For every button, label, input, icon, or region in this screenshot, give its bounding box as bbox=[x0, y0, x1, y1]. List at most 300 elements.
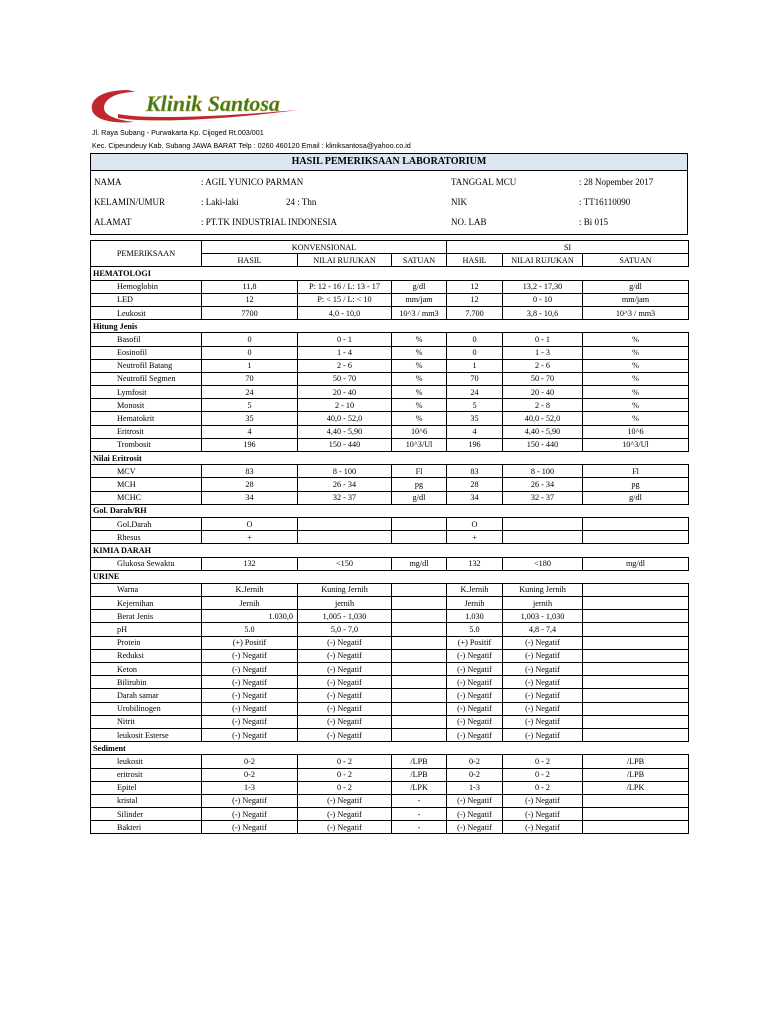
conv-unit-cell: mm/jam bbox=[392, 293, 447, 306]
table-row bbox=[91, 557, 689, 570]
conv-unit-cell bbox=[392, 689, 447, 702]
exam-name: Lymfosit bbox=[91, 386, 202, 399]
section-row bbox=[91, 452, 689, 465]
si-reference-cell: 1 - 3 bbox=[503, 346, 583, 359]
si-unit-cell: Fl bbox=[583, 465, 689, 478]
exam-name: Eritrosit bbox=[91, 425, 202, 438]
conv-result-cell: 11,8 bbox=[202, 280, 298, 293]
conv-reference-cell bbox=[298, 517, 392, 530]
si-result-cell: O bbox=[447, 517, 503, 530]
section-label: KIMIA DARAH bbox=[91, 544, 689, 557]
section-label: Gol. Darah/RH bbox=[91, 504, 689, 517]
si-unit-cell: /LPK bbox=[583, 781, 689, 794]
conv-result-cell: K.Jernih bbox=[202, 583, 298, 596]
conv-unit-cell: % bbox=[392, 412, 447, 425]
table-row bbox=[91, 821, 689, 834]
lab-number: : Bi 015 bbox=[579, 217, 609, 227]
si-result-cell: 0-2 bbox=[447, 768, 503, 781]
conv-reference-cell: (-) Negatif bbox=[298, 676, 392, 689]
conv-result-cell: (-) Negatif bbox=[202, 676, 298, 689]
conv-reference-cell: 4,0 - 10,0 bbox=[298, 306, 392, 319]
si-unit-cell bbox=[583, 689, 689, 702]
si-unit-cell: % bbox=[583, 346, 689, 359]
exam-name: Glukosa Sewaktu bbox=[91, 557, 202, 570]
conv-reference-cell: <150 bbox=[298, 557, 392, 570]
si-unit-cell bbox=[583, 636, 689, 649]
si-reference-cell: 1,003 - 1,030 bbox=[503, 610, 583, 623]
conv-result-cell: 12 bbox=[202, 293, 298, 306]
si-unit-cell: /LPB bbox=[583, 768, 689, 781]
si-result-cell: 12 bbox=[447, 293, 503, 306]
conv-unit-cell bbox=[392, 583, 447, 596]
conv-result-cell: 1 bbox=[202, 359, 298, 372]
conv-reference-cell: (-) Negatif bbox=[298, 689, 392, 702]
si-unit-cell bbox=[583, 663, 689, 676]
exam-name: Neutrofil Segmen bbox=[91, 372, 202, 385]
conv-result-cell: (-) Negatif bbox=[202, 794, 298, 807]
si-result-cell: (-) Negatif bbox=[447, 689, 503, 702]
si-reference-cell: (-) Negatif bbox=[503, 649, 583, 662]
conv-result-cell: + bbox=[202, 531, 298, 544]
conv-unit-cell: % bbox=[392, 399, 447, 412]
si-unit-cell bbox=[583, 597, 689, 610]
conv-reference-cell: 1 - 4 bbox=[298, 346, 392, 359]
conv-reference-cell: 20 - 40 bbox=[298, 386, 392, 399]
si-reference-cell: (-) Negatif bbox=[503, 715, 583, 728]
conv-unit-cell bbox=[392, 597, 447, 610]
exam-name: Basofil bbox=[91, 333, 202, 346]
conv-unit-cell: - bbox=[392, 794, 447, 807]
name-label: NAMA bbox=[94, 177, 122, 187]
exam-name: Protein bbox=[91, 636, 202, 649]
conv-result-cell: Jernih bbox=[202, 597, 298, 610]
conv-result-cell: 7700 bbox=[202, 306, 298, 319]
si-unit-cell: g/dl bbox=[583, 280, 689, 293]
clinic-logo bbox=[88, 86, 318, 126]
patient-address: : PT.TK INDUSTRIAL INDONESIA bbox=[201, 217, 337, 227]
si-reference-cell: 0 - 2 bbox=[503, 755, 583, 768]
conv-reference-cell: 40,0 - 52,0 bbox=[298, 412, 392, 425]
conv-reference-cell: (-) Negatif bbox=[298, 728, 392, 741]
si-result-cell: (-) Negatif bbox=[447, 715, 503, 728]
si-reference-cell: (-) Negatif bbox=[503, 794, 583, 807]
conv-unit-cell: 10^6 bbox=[392, 425, 447, 438]
exam-name: Keton bbox=[91, 663, 202, 676]
table-row bbox=[91, 808, 689, 821]
conv-reference-cell: Kuning Jernih bbox=[298, 583, 392, 596]
conv-unit-cell: - bbox=[392, 821, 447, 834]
table-row bbox=[91, 465, 689, 478]
conv-result-cell: (-) Negatif bbox=[202, 715, 298, 728]
conv-reference-cell: 5,0 - 7,0 bbox=[298, 623, 392, 636]
conv-unit-cell bbox=[392, 702, 447, 715]
exam-name: Reduksi bbox=[91, 649, 202, 662]
conv-unit-cell: - bbox=[392, 808, 447, 821]
si-reference-cell: 26 - 34 bbox=[503, 478, 583, 491]
si-unit-cell bbox=[583, 676, 689, 689]
conv-reference-cell: (-) Negatif bbox=[298, 702, 392, 715]
conv-unit-cell: % bbox=[392, 372, 447, 385]
conv-result-cell: (-) Negatif bbox=[202, 702, 298, 715]
exam-name: Neutrofil Batang bbox=[91, 359, 202, 372]
clinic-address-line2: Kec. Cipeundeuy Kab. Subang JAWA BARAT Telp : 0260 460120 Email : kliniksantosa@yahoo.co.id bbox=[92, 141, 411, 150]
conv-result-cell: O bbox=[202, 517, 298, 530]
si-unit-cell bbox=[583, 821, 689, 834]
si-result-cell: 35 bbox=[447, 412, 503, 425]
conv-result-cell: 35 bbox=[202, 412, 298, 425]
si-unit-cell bbox=[583, 623, 689, 636]
si-reference-cell: (-) Negatif bbox=[503, 821, 583, 834]
si-unit-cell bbox=[583, 649, 689, 662]
si-result-cell: (-) Negatif bbox=[447, 821, 503, 834]
conv-result-cell: 0 bbox=[202, 333, 298, 346]
exam-name: leukosit Esterse bbox=[91, 728, 202, 741]
table-row bbox=[91, 755, 689, 768]
si-result-cell: 12 bbox=[447, 280, 503, 293]
conv-result-cell: 83 bbox=[202, 465, 298, 478]
si-unit-cell: % bbox=[583, 359, 689, 372]
exam-name: Berat Jenis bbox=[91, 610, 202, 623]
conv-result-cell: 5 bbox=[202, 399, 298, 412]
table-row bbox=[91, 663, 689, 676]
conv-unit-cell bbox=[392, 649, 447, 662]
conv-unit-cell: % bbox=[392, 346, 447, 359]
si-unit-header: SATUAN bbox=[583, 254, 689, 267]
si-reference-cell: 2 - 8 bbox=[503, 399, 583, 412]
si-reference-cell: 8 - 100 bbox=[503, 465, 583, 478]
conv-result-cell: 0 bbox=[202, 346, 298, 359]
conv-reference-cell: 0 - 2 bbox=[298, 768, 392, 781]
conv-unit-cell: /LPK bbox=[392, 781, 447, 794]
exam-name: Gol.Darah bbox=[91, 517, 202, 530]
si-result-cell: 83 bbox=[447, 465, 503, 478]
exam-name: MCHC bbox=[91, 491, 202, 504]
table-row bbox=[91, 715, 689, 728]
section-label: URINE bbox=[91, 570, 689, 583]
table-row bbox=[91, 333, 689, 346]
exam-name: Rhesus bbox=[91, 531, 202, 544]
conv-reference-cell: 2 - 6 bbox=[298, 359, 392, 372]
section-row bbox=[91, 267, 689, 280]
si-reference-header: NILAI RUJUKAN bbox=[503, 254, 583, 267]
si-reference-cell: (-) Negatif bbox=[503, 636, 583, 649]
conv-result-cell: (-) Negatif bbox=[202, 821, 298, 834]
section-label: HEMATOLOGI bbox=[91, 267, 689, 280]
conv-reference-cell: (-) Negatif bbox=[298, 649, 392, 662]
clinic-address-line1: Jl. Raya Subang - Purwakarta Kp. Cijoged Rt.003/001 bbox=[92, 128, 264, 137]
conv-unit-cell: % bbox=[392, 333, 447, 346]
si-reference-cell bbox=[503, 531, 583, 544]
exam-name: MCV bbox=[91, 465, 202, 478]
table-row bbox=[91, 491, 689, 504]
conv-reference-cell: (-) Negatif bbox=[298, 636, 392, 649]
conv-result-cell: 1.030,0 bbox=[202, 610, 298, 623]
conv-unit-cell bbox=[392, 517, 447, 530]
table-row bbox=[91, 386, 689, 399]
table-row bbox=[91, 610, 689, 623]
exam-name: Bakteri bbox=[91, 821, 202, 834]
nik-label: NIK bbox=[451, 197, 467, 207]
conv-unit-cell: Fl bbox=[392, 465, 447, 478]
si-reference-cell: (-) Negatif bbox=[503, 808, 583, 821]
si-result-cell: 1.030 bbox=[447, 610, 503, 623]
si-unit-cell: pg bbox=[583, 478, 689, 491]
si-result-cell: (-) Negatif bbox=[447, 702, 503, 715]
conv-reference-cell: 2 - 10 bbox=[298, 399, 392, 412]
si-result-cell: Jernih bbox=[447, 597, 503, 610]
table-row bbox=[91, 676, 689, 689]
table-row bbox=[91, 346, 689, 359]
table-row bbox=[91, 412, 689, 425]
conv-unit-cell bbox=[392, 531, 447, 544]
si-reference-cell: (-) Negatif bbox=[503, 702, 583, 715]
conv-reference-cell: 8 - 100 bbox=[298, 465, 392, 478]
si-result-cell: 4 bbox=[447, 425, 503, 438]
conv-result-cell: 5.0 bbox=[202, 623, 298, 636]
conv-result-cell: 0-2 bbox=[202, 768, 298, 781]
conv-reference-cell: 1,005 - 1,030 bbox=[298, 610, 392, 623]
conv-unit-cell: mg/dl bbox=[392, 557, 447, 570]
conv-reference-cell: (-) Negatif bbox=[298, 794, 392, 807]
si-result-cell: 24 bbox=[447, 386, 503, 399]
si-unit-cell: g/dl bbox=[583, 491, 689, 504]
section-row bbox=[91, 742, 689, 755]
si-unit-cell bbox=[583, 728, 689, 741]
si-unit-cell: % bbox=[583, 386, 689, 399]
exam-name: Warna bbox=[91, 583, 202, 596]
conv-reference-cell: 32 - 37 bbox=[298, 491, 392, 504]
lab-label: NO. LAB bbox=[451, 217, 487, 227]
si-result-cell: (-) Negatif bbox=[447, 663, 503, 676]
conv-reference-cell: P: < 15 / L: < 10 bbox=[298, 293, 392, 306]
conv-unit-cell: /LPB bbox=[392, 755, 447, 768]
conv-unit-cell: /LPB bbox=[392, 768, 447, 781]
conv-unit-cell: g/dl bbox=[392, 280, 447, 293]
conv-result-cell: 4 bbox=[202, 425, 298, 438]
si-reference-cell: 3,8 - 10,6 bbox=[503, 306, 583, 319]
patient-sex: : Laki-laki bbox=[201, 197, 239, 207]
si-result-cell: (-) Negatif bbox=[447, 649, 503, 662]
conventional-header: KONVENSIONAL bbox=[202, 241, 447, 254]
conv-unit-cell bbox=[392, 610, 447, 623]
table-row bbox=[91, 438, 689, 451]
table-row bbox=[91, 689, 689, 702]
si-unit-cell bbox=[583, 794, 689, 807]
si-unit-cell: 10^6 bbox=[583, 425, 689, 438]
report-title: HASIL PEMERIKSAAN LABORATORIUM bbox=[90, 153, 688, 171]
exam-name: Kejernihan bbox=[91, 597, 202, 610]
table-row bbox=[91, 531, 689, 544]
conv-result-header: HASIL bbox=[202, 254, 298, 267]
conv-reference-cell: 26 - 34 bbox=[298, 478, 392, 491]
table-row bbox=[91, 636, 689, 649]
table-row bbox=[91, 623, 689, 636]
si-unit-cell bbox=[583, 610, 689, 623]
si-result-cell: 0 bbox=[447, 333, 503, 346]
conv-reference-cell: 50 - 70 bbox=[298, 372, 392, 385]
si-result-cell: (-) Negatif bbox=[447, 728, 503, 741]
conv-result-cell: 1-3 bbox=[202, 781, 298, 794]
table-row bbox=[91, 583, 689, 596]
results-body bbox=[91, 267, 689, 834]
table-row bbox=[91, 280, 689, 293]
si-result-cell: (-) Negatif bbox=[447, 676, 503, 689]
si-result-cell: 0 bbox=[447, 346, 503, 359]
conv-reference-cell: 0 - 2 bbox=[298, 755, 392, 768]
si-reference-cell: 32 - 37 bbox=[503, 491, 583, 504]
conv-result-cell: 132 bbox=[202, 557, 298, 570]
exam-name: Silinder bbox=[91, 808, 202, 821]
table-row bbox=[91, 781, 689, 794]
conv-reference-cell: P: 12 - 16 / L: 13 - 17 bbox=[298, 280, 392, 293]
conv-result-cell: (+) Positif bbox=[202, 636, 298, 649]
section-row bbox=[91, 320, 689, 333]
si-unit-cell: % bbox=[583, 333, 689, 346]
si-reference-cell: 50 - 70 bbox=[503, 372, 583, 385]
conv-unit-cell bbox=[392, 623, 447, 636]
si-reference-cell: 150 - 440 bbox=[503, 438, 583, 451]
exam-name: Urobilinogen bbox=[91, 702, 202, 715]
sex-label: KELAMIN/UMUR bbox=[94, 197, 165, 207]
exam-name: Hematokrit bbox=[91, 412, 202, 425]
si-result-cell: + bbox=[447, 531, 503, 544]
conv-result-cell: (-) Negatif bbox=[202, 808, 298, 821]
exam-name: Darah samar bbox=[91, 689, 202, 702]
exam-name: Nitrit bbox=[91, 715, 202, 728]
table-row bbox=[91, 359, 689, 372]
conv-result-cell: 28 bbox=[202, 478, 298, 491]
si-unit-cell: % bbox=[583, 372, 689, 385]
mcu-date: : 28 Nopember 2017 bbox=[579, 177, 654, 187]
conv-result-cell: (-) Negatif bbox=[202, 689, 298, 702]
si-reference-cell: Kuning Jernih bbox=[503, 583, 583, 596]
conv-reference-cell: 4,40 - 5,90 bbox=[298, 425, 392, 438]
exam-name: Leukosit bbox=[91, 306, 202, 319]
si-unit-cell: /LPB bbox=[583, 755, 689, 768]
exam-name: Eosinofil bbox=[91, 346, 202, 359]
address-label: ALAMAT bbox=[94, 217, 132, 227]
table-row bbox=[91, 728, 689, 741]
exam-name: Bilirubin bbox=[91, 676, 202, 689]
exam-name: Trombosit bbox=[91, 438, 202, 451]
conv-unit-cell: 10^3/Ul bbox=[392, 438, 447, 451]
si-result-cell: 7.700 bbox=[447, 306, 503, 319]
date-label: TANGGAL MCU bbox=[451, 177, 517, 187]
section-row bbox=[91, 570, 689, 583]
si-result-cell: 70 bbox=[447, 372, 503, 385]
si-unit-cell bbox=[583, 808, 689, 821]
conv-result-cell: (-) Negatif bbox=[202, 728, 298, 741]
conv-reference-cell: 0 - 2 bbox=[298, 781, 392, 794]
conv-reference-cell: 0 - 1 bbox=[298, 333, 392, 346]
si-unit-cell bbox=[583, 517, 689, 530]
si-result-cell: 132 bbox=[447, 557, 503, 570]
si-result-cell: 196 bbox=[447, 438, 503, 451]
si-result-cell: 1 bbox=[447, 359, 503, 372]
si-reference-cell: 4,40 - 5,90 bbox=[503, 425, 583, 438]
conv-reference-cell: (-) Negatif bbox=[298, 715, 392, 728]
table-row bbox=[91, 768, 689, 781]
si-reference-cell: 13,2 - 17,30 bbox=[503, 280, 583, 293]
conv-reference-cell: (-) Negatif bbox=[298, 821, 392, 834]
patient-name: : AGIL YUNICO PARMAN bbox=[201, 177, 304, 187]
table-row bbox=[91, 293, 689, 306]
si-unit-cell bbox=[583, 531, 689, 544]
conv-unit-cell: g/dl bbox=[392, 491, 447, 504]
table-row bbox=[91, 306, 689, 319]
conv-reference-cell bbox=[298, 531, 392, 544]
col-exam-header: PEMERIKSAAN bbox=[91, 241, 202, 267]
conv-unit-cell: 10^3 / mm3 bbox=[392, 306, 447, 319]
si-unit-cell: 10^3 / mm3 bbox=[583, 306, 689, 319]
conv-unit-cell: pg bbox=[392, 478, 447, 491]
results-table bbox=[90, 240, 689, 834]
patient-info bbox=[90, 171, 688, 235]
conv-unit-cell bbox=[392, 636, 447, 649]
exam-name: leukosit bbox=[91, 755, 202, 768]
table-row bbox=[91, 649, 689, 662]
si-reference-cell: 20 - 40 bbox=[503, 386, 583, 399]
conv-result-cell: 70 bbox=[202, 372, 298, 385]
si-reference-cell: (-) Negatif bbox=[503, 663, 583, 676]
si-result-cell: 34 bbox=[447, 491, 503, 504]
conv-reference-cell: (-) Negatif bbox=[298, 808, 392, 821]
logo-text: Klinik Santosa bbox=[146, 91, 280, 116]
si-unit-cell: 10^3/Ul bbox=[583, 438, 689, 451]
conv-reference-cell: (-) Negatif bbox=[298, 663, 392, 676]
conv-result-cell: (-) Negatif bbox=[202, 649, 298, 662]
exam-name: LED bbox=[91, 293, 202, 306]
conv-unit-cell bbox=[392, 715, 447, 728]
si-result-cell: 1-3 bbox=[447, 781, 503, 794]
conv-unit-header: SATUAN bbox=[392, 254, 447, 267]
section-label: Sediment bbox=[91, 742, 689, 755]
exam-name: pH bbox=[91, 623, 202, 636]
si-result-cell: 5 bbox=[447, 399, 503, 412]
si-result-cell: 0-2 bbox=[447, 755, 503, 768]
nik-value: : TT16110090 bbox=[579, 197, 631, 207]
si-reference-cell: (-) Negatif bbox=[503, 689, 583, 702]
si-reference-cell: jernih bbox=[503, 597, 583, 610]
si-reference-cell bbox=[503, 517, 583, 530]
conv-reference-header: NILAI RUJUKAN bbox=[298, 254, 392, 267]
si-unit-cell bbox=[583, 702, 689, 715]
si-reference-cell: 0 - 2 bbox=[503, 768, 583, 781]
section-row bbox=[91, 544, 689, 557]
si-result-cell: K.Jernih bbox=[447, 583, 503, 596]
si-result-cell: (+) Positif bbox=[447, 636, 503, 649]
table-row bbox=[91, 597, 689, 610]
si-unit-cell: mg/dl bbox=[583, 557, 689, 570]
si-unit-cell: % bbox=[583, 399, 689, 412]
table-row bbox=[91, 517, 689, 530]
conv-result-cell: 34 bbox=[202, 491, 298, 504]
conv-unit-cell bbox=[392, 663, 447, 676]
table-row bbox=[91, 425, 689, 438]
si-reference-cell: 2 - 6 bbox=[503, 359, 583, 372]
conv-reference-cell: 150 - 440 bbox=[298, 438, 392, 451]
si-result-cell: 5.0 bbox=[447, 623, 503, 636]
table-row bbox=[91, 399, 689, 412]
exam-name: Monosit bbox=[91, 399, 202, 412]
si-unit-cell bbox=[583, 583, 689, 596]
section-row bbox=[91, 504, 689, 517]
si-result-cell: (-) Negatif bbox=[447, 808, 503, 821]
patient-age: 24 : Thn bbox=[286, 197, 317, 207]
si-result-cell: 28 bbox=[447, 478, 503, 491]
si-reference-cell: 0 - 2 bbox=[503, 781, 583, 794]
section-label: Nilai Eritrosit bbox=[91, 452, 689, 465]
